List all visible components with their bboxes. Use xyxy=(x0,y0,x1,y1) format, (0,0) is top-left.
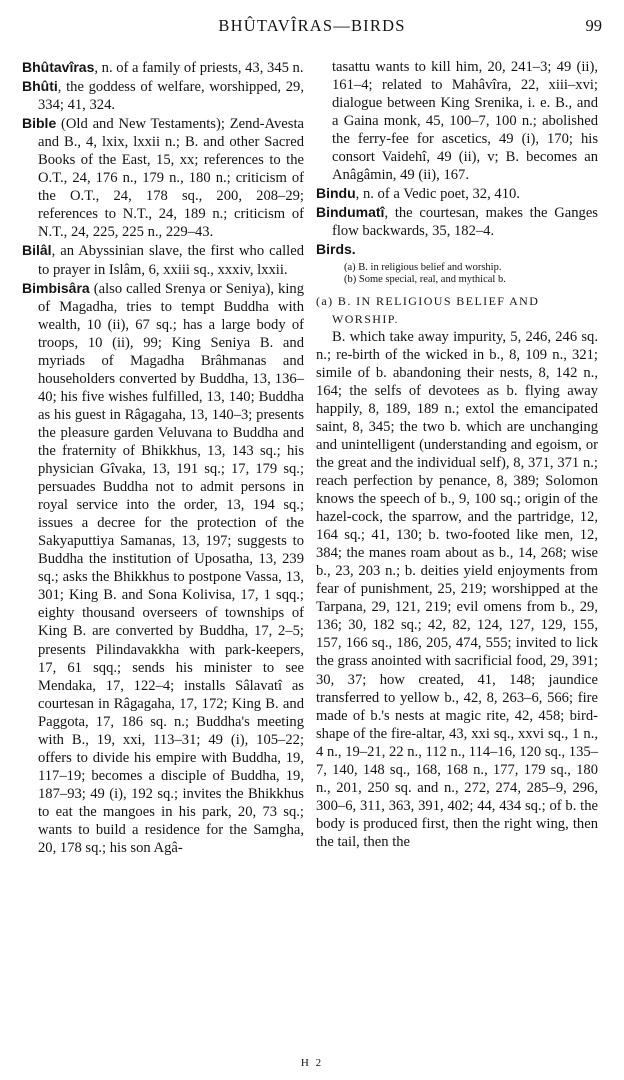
left-column xyxy=(22,58,304,857)
index-entry xyxy=(22,77,304,114)
entry-text: (also called Srenya or Seniya), king of Magadha, tries to tempt Buddha with wealth, 10 (ii), 67 sq.; has a large body of troops, 10 (ii), 99; King Seniya B. and myriads of Magadha Brâhmanas and householders converted by Buddha, 13, 136–40; his five wishes fulfilled, 13, 140; Buddha as his guest in Râgagaha, 13, 140–3; presents the pleasure garden Veluvana to Buddha and the fraternity of Bhikkhus, 13, 143 sq.; his physician Gîvaka, 13, 191 sq.; 17, 179 sq.; persuades Buddha not to admit persons in royal service into the order, 13, 194 sq.; issues a decree for the protection of the Sakyaputtiya Samanas, 13, 197; suggests to Buddha the institution of Uposatha, 13, 239 sq.; asks the Bhikkhus to postpone Vassa, 13, 301; King B. and Sona Kolivisa, 17, 1 sqq.; eighty thousand overseers of townships of King B. are converted by Buddha, 17, 2–5; presents Pilindavakkha with park-keepers, 17, 61 sqq.; sends his minister to see Mendaka, 17, 122–4; installs Sâlavatî as courtesan in Râgagaha, 17, 172; King B. and Paggota, 17, 186 sq. n.; Buddha's meeting with B., 19, xxi, 113–31; 49 (i), 105–22; offers to divide his empire with Buddha, 19, 117–19; becomes a disciple of Buddha, 19, 187–93; 49 (i), 192 sq.; invites the Bhikkhus to eat the mangoes in his park, 20, 73 sq.; wants to build a residence for the Samgha, 20, 178 sq.; his son Agâ- xyxy=(38,280,304,857)
entry-text: , n. of a Vedic poet, 32, 410. xyxy=(355,186,520,203)
entry-headword: Bimbisâra xyxy=(22,279,90,296)
index-entry xyxy=(22,241,304,278)
entry-text: (Old and New Testaments); Zend-Avesta and B., 4, lxix, lxxii n.; B. and other Sacred Books of the East, 15, xx; references to the O.T., 24, 176 n., 179 n., 180 n.; criticism of the O.T., 24, 178 sq., 200, 208–29; references to N.T., 24, 189 n.; criticism of N.T., 24, 225, 225 n., 229–43. xyxy=(38,116,304,241)
running-title: BHÛTAVÎRAS—BIRDS xyxy=(218,16,406,35)
index-entry xyxy=(22,58,304,77)
page-number: 99 xyxy=(585,16,602,35)
entry-text: , n. of a family of priests, 43, 345 n. xyxy=(94,60,304,76)
index-entry xyxy=(316,203,598,240)
signature-mark: H 2 xyxy=(300,1057,324,1069)
index-entry xyxy=(22,279,304,858)
subsection-list-item: (b) Some special, real, and mythical b. xyxy=(344,274,506,286)
section-body xyxy=(316,328,598,851)
entry-headword: Bindu xyxy=(316,185,356,202)
index-entry xyxy=(22,114,304,241)
subsection-list-item: (a) B. in religious belief and worship. xyxy=(344,261,502,273)
entry-headword: Bhûtavîras xyxy=(22,59,95,75)
entry-text: , the goddess of welfare, worshipped, 29, 334; 41, 324. xyxy=(38,79,304,114)
continuation-text: tasattu wants to kill him, 20, 241–3; 49 (ii), 161–4; related to Mahâvîra, 22, xiii–xvi; dialogue between King Srenika, i. e. B., and a Gaina monk, 45, 100–7, 100 n.; abolished the ferry-fee for ascetics, 49 (i), 170; his consort Vaidehî, 49 (ii), v; B. becomes an Anâgâmin, 49 (ii), 167. xyxy=(332,59,598,184)
section-text: B. which take away impurity, 5, 246, 246 sq. n.; re-birth of the wicked in b., 8, 109 n., 321; simile of b. abandoning their nests, 8, 142 n., 164; the selfs of devotees as b. flying away happily, 8, 189, 189 n.; extol the emancipated saint, 8, 345; the two b. which are unchanging and unintelligent (understanding and egoism, or the great and the individual self), 8, 371, 371 n.; reach perfection by penance, 8, 389; Solomon knows the speech of b., 9, 100 sq.; origin of the hazel-cock, the sparrow, and the partridge, 12, 164 sq.; 41, 130; b. two-footed like men, 12, 384; the manes roam about as b., 14, 268; wise b., 23, 203 n.; b. deities yield enjoyments from fear of punishment, 25, 219; worshipped at the Tarpana, 29, 121, 219; evil omens from b., 29, 136; 30, 182 sq.; 42, 82, 124, 127, 129, 155, 157, 166 sq., 186, 205, 474, 555; invited to lick the grass anointed with sacrificial food, 29, 391; 30, 37; how created, 41, 148; jaundice transferred to yellow b., 42, 8, 263–6, 566; fire made of b.'s nests at magic rite, 42, 458; bird-shape of the fire-altar, 43, xxi sq., xxvi sq., 1 n., 4 n., 19–21, 22 n., 112 n., 114–16, 120 sq., 135–7, 140, 148 sq., 168, 168 n., 177, 179 sq., 180 n., 201, 250 sq. and n., 272, 274, 285–9, 296, 300–6, 311, 363, 391, 402; 44, 434 sq.; of b. the body is produced first, then the right wing, then the tail, then the xyxy=(316,328,598,850)
entry-text: , an Abyssinian slave, the first who called to prayer in Islâm, 6, xxiii sq., xxxiv, lxxii. xyxy=(38,243,304,278)
entry-headword: Bhûti xyxy=(22,78,58,95)
subsection-list xyxy=(316,262,598,287)
section-heading: (a) B. IN RELIGIOUS BELIEF AND WORSHIP. xyxy=(316,293,540,326)
entry-headword: Bindumatî xyxy=(316,204,385,221)
index-entry xyxy=(316,184,598,203)
entry-continuation xyxy=(316,58,598,184)
entry-headword: Bilâl xyxy=(22,242,52,259)
running-header xyxy=(22,16,602,42)
entry-headword: Birds. xyxy=(316,241,356,258)
right-column xyxy=(316,58,598,851)
entry-headword: Bible xyxy=(22,115,57,132)
entry-text: , the courtesan, makes the Ganges flow backwards, 35, 182–4. xyxy=(332,205,598,240)
index-entry xyxy=(316,240,598,259)
